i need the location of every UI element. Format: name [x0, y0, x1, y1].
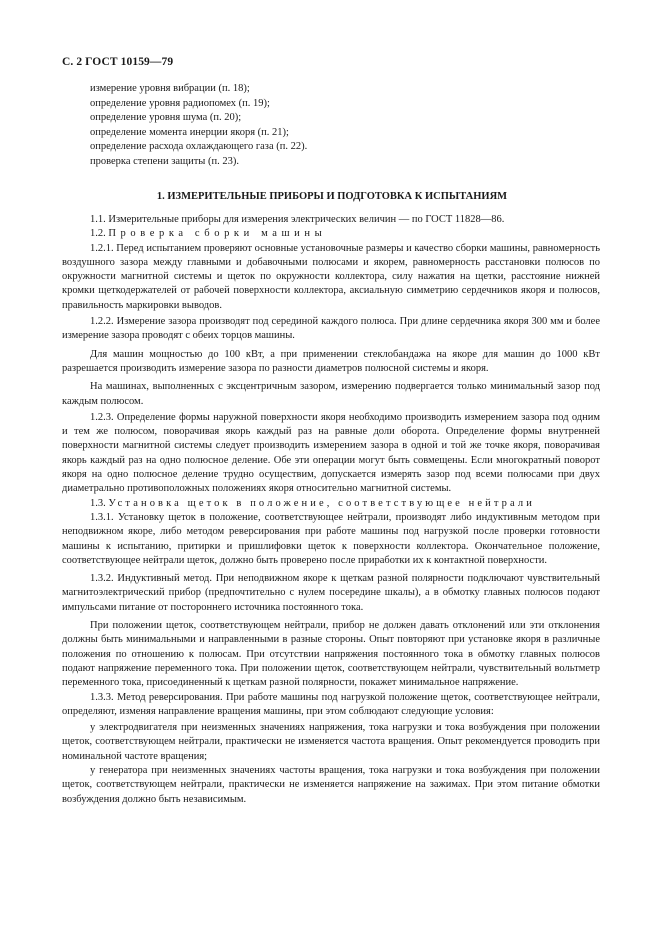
spaced-heading-text: Установка щеток в положение, соответствующее нейтрали [108, 497, 535, 509]
list-item: измерение уровня вибрации (п. 18); [90, 83, 250, 94]
paragraph-1-1: 1.1. Измерительные приборы для измерения электрических величин — по ГОСТ 11828—86. [90, 214, 505, 225]
paragraph-1-2-2: 1.2.2. Измерение зазора производят под серединой каждого полюса. При длине сердечника якоря 300 мм и более измерение зазора проводят с обеих торцов машины. [62, 316, 600, 342]
paragraph-1-2-1: 1.2.1. Перед испытанием проверяют основные установочные размеры и качество сборки машины, равномерность воздушного зазора между главными и добавочными полюсами и якорем, равномерность расстановки полюсов по окружности магнитной системы и щеток по окружности коллектора, силу нажатия на щетки, расстояние нижней кромки щеткодержателей от рабочей поверхности коллектора, аксиальную симметрию сердечников якоря и полюсов, правильность маркировки выводов. [62, 242, 600, 311]
spaced-heading-text: Проверка сборки машины [108, 228, 327, 240]
section-heading: 1. ИЗМЕРИТЕЛЬНЫЕ ПРИБОРЫ И ПОДГОТОВКА К ИСПЫТАНИЯМ [156, 191, 508, 202]
list-item: определение расхода охлаждающего газа (п. 22). [90, 141, 308, 152]
paragraph-1-3-3-a: у электродвигателя при неизменных значениях напряжения, тока нагрузки и тока возбуждения при положении щеток, соответствующем нейтрали, практически не изменяется частота вращения. Опыт рекомендуется проводить при номинальной частоте вращения; [62, 722, 600, 762]
test-list [62, 82, 602, 169]
paragraph-1-3-3: 1.3.3. Метод реверсирования. При работе машины под нагрузкой положение щеток, соответствующее нейтрали, определяют, изменяя направление вращения машины, при этом соблюдают следующие условия: [62, 691, 600, 717]
paragraph-1-3-heading [62, 497, 600, 511]
list-item: определение уровня шума (п. 20); [90, 112, 242, 123]
paragraph-1-3-2: 1.3.2. Индуктивный метод. При неподвижном якоре к щеткам разной полярности подключают чувствительный магнитоэлектрический прибор (предпочтительно с нулем посередине шкалы), а в обмотку главных полюсов подают импульсами питание от постороннего источника постоянного тока. [62, 573, 600, 613]
paragraph-1-3-1: 1.3.1. Установку щеток в положение, соответствующее нейтрали, производят либо индуктивным методом при неподвижном якоре, либо методом реверсирования при работе машины под нагрузкой после проверки готовности машины к испытанию, притирки и пришлифовки щеток к поверхности коллектора. Окончательное положение, соответствующее нейтрали щеток, должно быть проверено после приработки их к контактной поверхности. [62, 511, 600, 566]
paragraph-1-2-3: 1.2.3. Определение формы наружной поверхности якоря необходимо производить измерением зазора под одним и тем же полюсом, поворачивая якорь каждый раз на равные доли оборота. Определение формы внутренней поверхности магнитной системы следует производить измерением зазора в одной и той же точке якоря, поворачивая якорь каждый раз на одно полюсное деление. Обе эти операции могут быть совмещены. Если многократный поворот якоря на одно полюсное деление трудно осуществим, допускается измерять зазор под всеми полюсами при двух диаметрально противоположных положениях якоря относительно магнитной системы. [62, 411, 600, 495]
list-item: проверка степени защиты (п. 23). [90, 155, 239, 167]
paragraph-1-2-heading [62, 227, 600, 241]
paragraph-1-2-2-b: Для машин мощностью до 100 кВт, а при применении стеклобандажа на якоре для машин до 1000 кВт разрешается производить измерение зазора по разности диаметров полюсной системы и якоря. [62, 348, 600, 374]
paragraph-1-2-2-c: На машинах, выполненных с эксцентричным зазором, измерению подвергается только минимальный зазор под каждым полюсом. [62, 381, 600, 407]
paragraph-1-3-3-b: у генератора при неизменных значениях частоты вращения, тока нагрузки и тока возбуждения при положении щеток, соответствующем нейтрали, практически не изменяется напряжение на зажимах. При этом питание обмотки возбуждения должно быть независимым. [62, 764, 600, 805]
paragraph-1-3-2-b: При положении щеток, соответствующем нейтрали, прибор не должен давать отклонений или эти отклонения должны быть минимальными и направленными в разные стороны. Опыт повторяют при установке якоря в различные положения по отношению к полюсам. При отсутствии напряжения постоянного тока в обмотку главных полюсов подают напряжение переменного тока. При положении щеток, соответствующем нейтрали, чувствительный вольтметр переменного тока, присоединенный к щеткам разной полярности, покажет минимальное напряжение. [62, 620, 600, 689]
paragraph-number: 1.3. [90, 497, 109, 509]
list-item: определение момента инерции якоря (п. 21); [90, 126, 289, 138]
section-body [62, 213, 600, 807]
page-header: С. 2 ГОСТ 10159—79 [62, 56, 174, 68]
paragraph-number: 1.2. [90, 228, 109, 240]
list-item: определение уровня радиопомех (п. 19); [90, 97, 270, 109]
